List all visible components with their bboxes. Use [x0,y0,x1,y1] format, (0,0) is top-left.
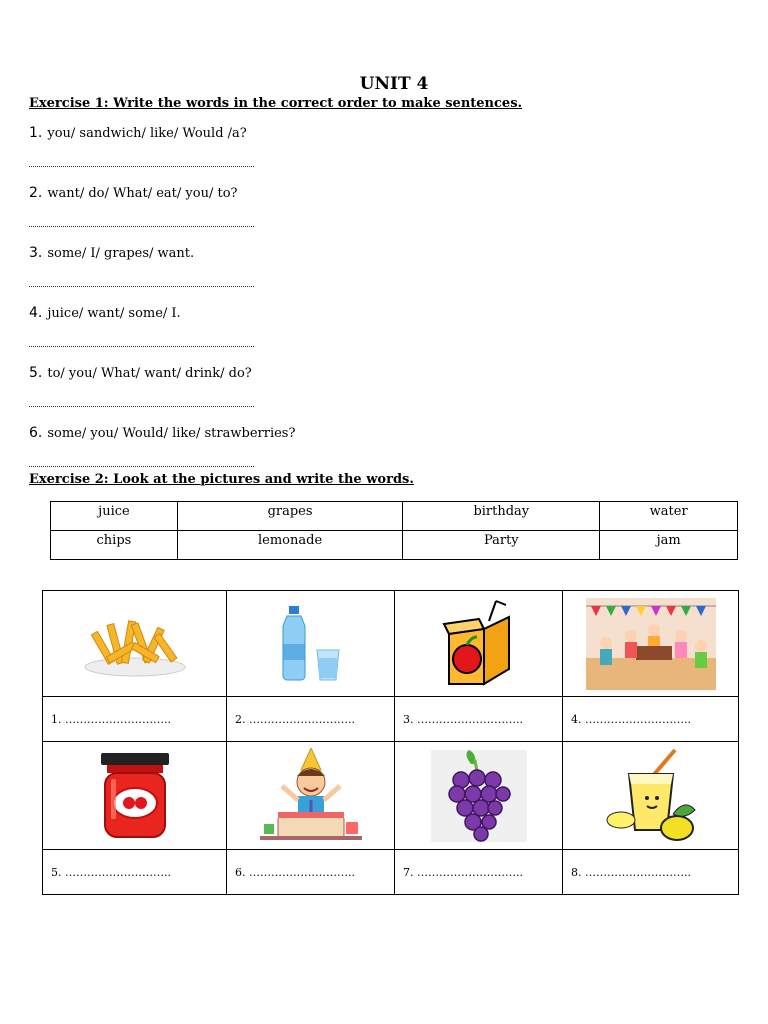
picture-cell [395,742,563,850]
word-cell: juice [51,502,178,531]
picture-cell [395,591,563,697]
question-text: some/ I/ grapes/ want. [47,246,195,261]
question-text: juice/ want/ some/ I. [47,306,181,321]
label-row [43,850,739,895]
picture-answer-1[interactable]: 1. ……………………….. [43,697,227,742]
picture-answer-3[interactable]: 3. ……………………….. [395,697,563,742]
word-bank-table [50,501,738,560]
picture-answer-4[interactable]: 4. ……………………….. [563,697,739,742]
picture-cell [43,591,227,697]
exercise-1-heading: Exercise 1: Write the words in the correct order to make sentences. [29,96,523,111]
word-bank-row [51,502,738,531]
french-fries-icon [80,609,190,679]
page-title: UNIT 4 [359,74,429,94]
question-3 [29,245,194,261]
word-cell: chips [51,531,178,560]
question-4 [29,305,181,321]
question-number: 4. [29,305,43,321]
question-number: 3. [29,245,43,261]
question-6 [29,425,295,441]
word-cell: lemonade [177,531,402,560]
picture-answer-5[interactable]: 5. ……………………….. [43,850,227,895]
picture-answer-7[interactable]: 7. ……………………….. [395,850,563,895]
picture-answer-6[interactable]: 6. ……………………….. [227,850,395,895]
lemonade-icon [603,748,699,844]
jam-jar-icon [99,751,171,841]
picture-cell [227,591,395,697]
question-number: 2. [29,185,43,201]
picture-cell [227,742,395,850]
answer-line-4[interactable] [29,346,254,347]
picture-cell [563,742,739,850]
exercise-2-heading: Exercise 2: Look at the pictures and write the words. [29,472,414,487]
grapes-icon [431,750,527,842]
answer-line-1[interactable] [29,166,254,167]
word-cell: jam [600,531,738,560]
water-bottle-icon [271,604,351,684]
answer-line-6[interactable] [29,466,254,467]
word-cell: birthday [403,502,600,531]
party-icon [586,598,716,690]
picture-answer-8[interactable]: 8. ……………………….. [563,850,739,895]
picture-row [43,742,739,850]
question-1 [29,125,247,141]
question-2 [29,185,237,201]
word-cell: grapes [177,502,402,531]
answer-line-3[interactable] [29,286,254,287]
answer-line-2[interactable] [29,226,254,227]
answer-line-5[interactable] [29,406,254,407]
question-5 [29,365,252,381]
word-cell: Party [403,531,600,560]
question-number: 1. [29,125,43,141]
question-number: 6. [29,425,43,441]
question-text: you/ sandwich/ like/ Would /a? [47,126,247,141]
picture-cell [43,742,227,850]
question-number: 5. [29,365,43,381]
question-text: some/ you/ Would/ like/ strawberries? [47,426,296,441]
picture-answer-2[interactable]: 2. ……………………….. [227,697,395,742]
picture-cell [563,591,739,697]
question-text: to/ you/ What/ want/ drink/ do? [47,366,252,381]
question-text: want/ do/ What/ eat/ you/ to? [47,186,238,201]
word-cell: water [600,502,738,531]
label-row [43,697,739,742]
picture-table [42,590,739,895]
juice-box-icon [434,599,524,689]
word-bank-row [51,531,738,560]
picture-row [43,591,739,697]
birthday-boy-icon [256,748,366,844]
